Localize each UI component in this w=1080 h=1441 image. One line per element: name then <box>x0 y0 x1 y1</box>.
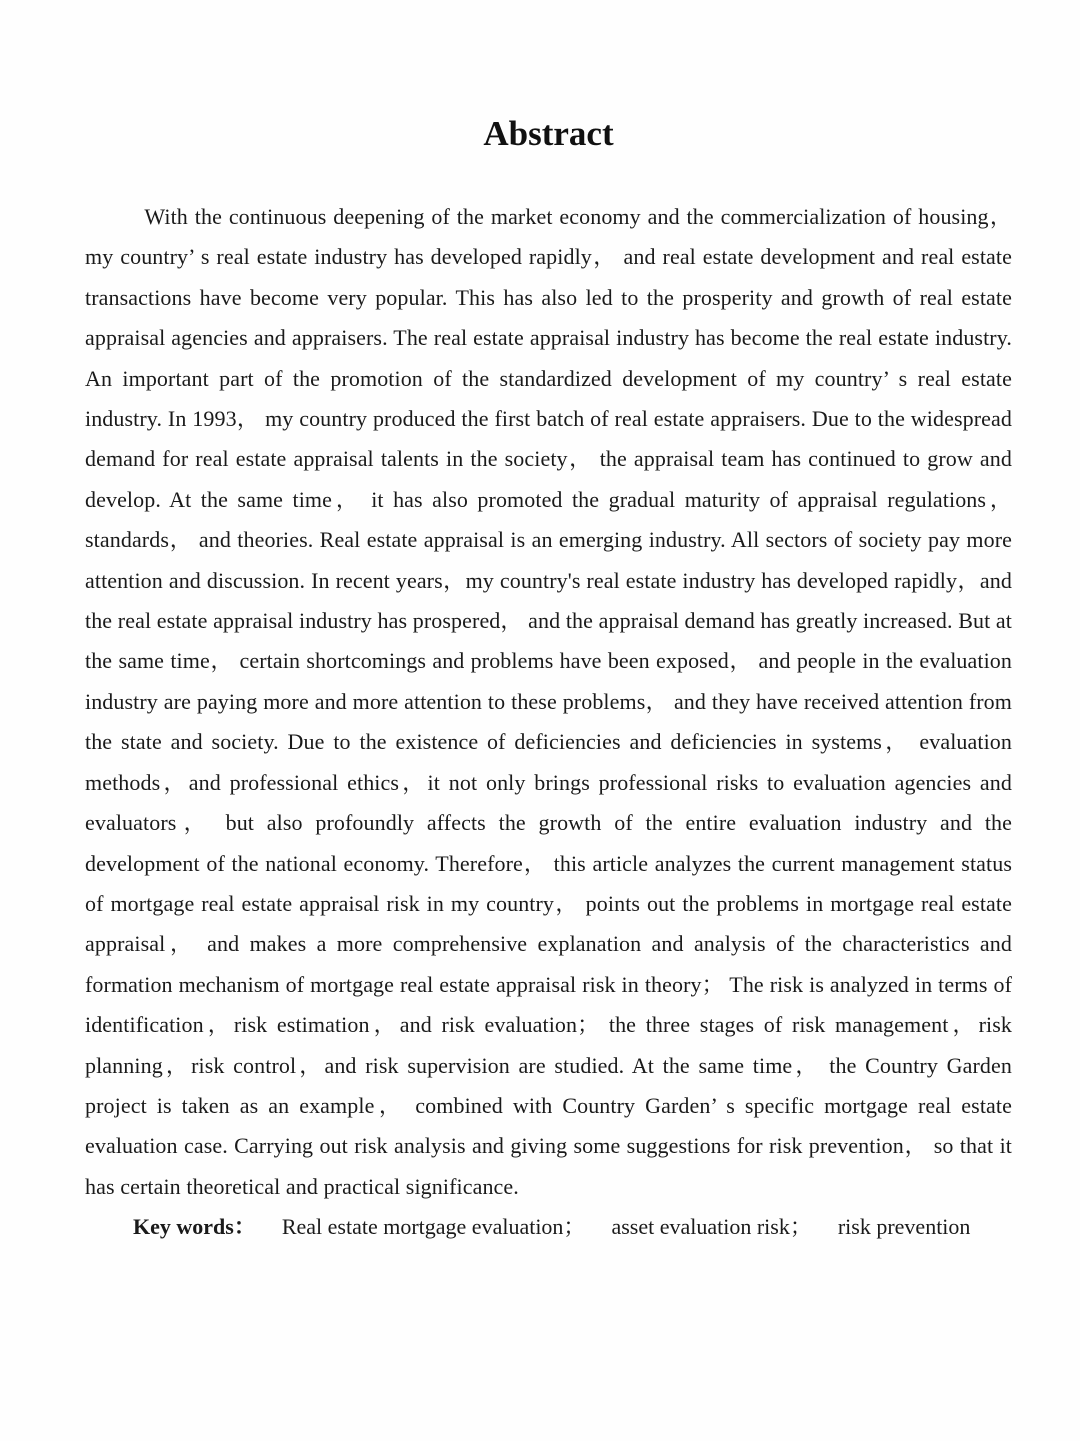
abstract-title: Abstract <box>483 114 614 153</box>
keyword-item: asset evaluation risk； <box>611 1214 812 1240</box>
abstract-body: With the continuous deepening of the market economy and the commercialization of housing， my country’ s real estate industry has developed rapidly， and real estate development and real estate transactions have become very popular. This has also led to the prosperity and growth of real estate appraisal agencies and appraisers. The real estate appraisal industry has become the real estate industry. An important part of the promotion of the standardized development of my country’ s real estate industry. In 1993， my country produced the first batch of real estate appraisers. Due to the widespread demand for real estate appraisal talents in the society， the appraisal team has continued to grow and develop. At the same time， it has also promoted the gradual maturity of appraisal regulations， standards， and theories. Real estate appraisal is an emerging industry. All sectors of society pay more attention and discussion. In recent years，my country's real estate industry has developed rapidly，and the real estate appraisal industry has prospered， and the appraisal demand has greatly increased. But at the same time， certain shortcomings and problems have been exposed， and people in the evaluation industry are paying more and more attention to these problems， and they have received attention from the state and society. Due to the existence of deficiencies and deficiencies in systems， evaluation methods，and professional ethics，it not only brings professional risks to evaluation agencies and evaluators， but also profoundly affects the growth of the entire evaluation industry and the development of the national economy. Therefore， this article analyzes the current management status of mortgage real estate appraisal risk in my country， points out the problems in mortgage real estate appraisal， and makes a more comprehensive explanation and analysis of the characteristics and formation mechanism of mortgage real estate appraisal risk in theory； The risk is analyzed in terms of identification，risk estimation，and risk evaluation； the three stages of risk management，risk planning，risk control，and risk supervision are studied. At the same time， the Country Garden project is taken as an example， combined with Country Garden’ s specific mortgage real estate evaluation case. Carrying out risk analysis and giving some suggestions for risk prevention， so that it has certain theoretical and practical significance. <box>85 204 1012 1199</box>
keyword-item: risk prevention <box>837 1214 971 1240</box>
keyword-item: Real estate mortgage evaluation； <box>281 1214 586 1240</box>
keywords-label: Key words： <box>133 1214 256 1240</box>
keywords-line <box>85 1207 1012 1247</box>
